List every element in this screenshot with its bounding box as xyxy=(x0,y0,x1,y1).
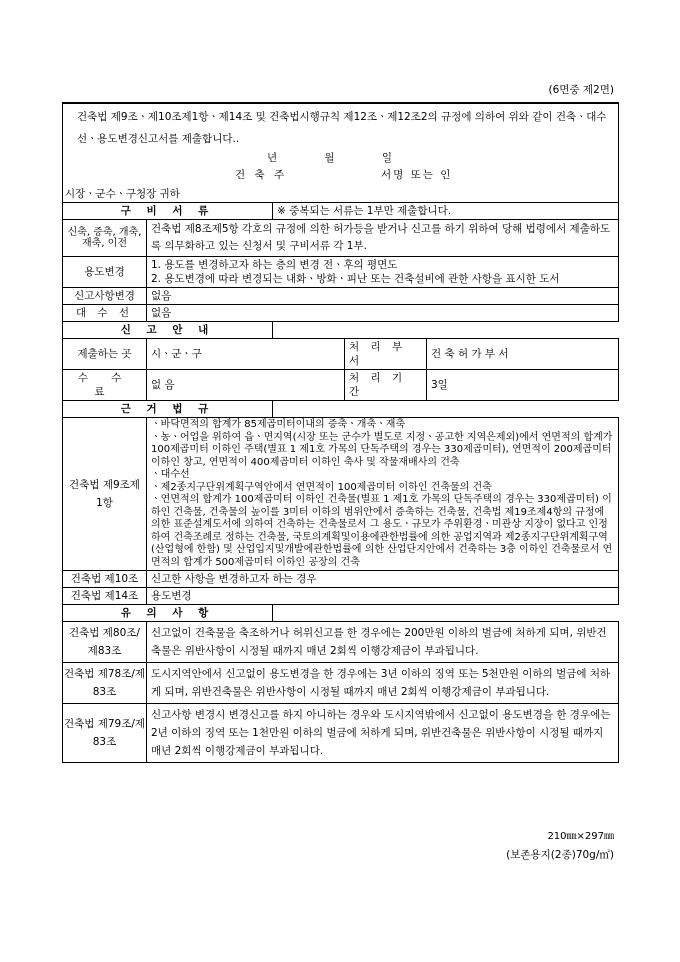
documents-note: ※ 중복되는 서류는 1부만 제출합니다. xyxy=(273,203,619,220)
use-change-item: 2. 용도변경에 따라 변경되는 내화ㆍ방화ㆍ피난 또는 건축설비에 관한 사항을 표시한 도서 xyxy=(151,273,560,285)
caution-content: 신고사항 변경시 변경신고를 하지 아니하는 경우와 도시지역밖에서 신고없이 용도변경을 한 경우에는 2년 이하의 징역 또는 1천만원 이하의 벌금에 처하게 되며, 위반건축물은 위반사항이 시정될 때까지 매년 2회씩 이행강제금이 부과됩니다. xyxy=(147,704,619,763)
fee-label: 수 수 료 xyxy=(63,370,147,401)
sign-label: 서명 또는 인 xyxy=(381,169,453,181)
doc-content-use-change xyxy=(147,257,619,288)
addressee: 시장ㆍ군수ㆍ구청장 귀하 xyxy=(63,186,619,203)
dept-value: 건 축 허 가 부 서 xyxy=(427,339,619,370)
use-change-item: 1. 용도를 변경하고자 하는 층의 변경 전ㆍ후의 평면도 xyxy=(151,259,398,271)
caution-content: 신고없이 건축물을 축조하거나 허위신고를 한 경우에는 200만원 이하의 벌금에 처하게 되며, 위반건축물은 위반사항이 시정될 때까지 매년 2회씩 이행강제금이 부과됩니다. xyxy=(147,622,619,663)
submit-label: 제출하는 곳 xyxy=(63,339,147,370)
article10-label: 건축법 제10조 xyxy=(63,571,147,588)
doc-label-new-build: 신축, 증축, 개축, 재축, 이전 xyxy=(63,220,147,257)
signature-line xyxy=(63,166,619,186)
caution-label: 건축법 제78조/제83조 xyxy=(63,663,147,704)
article9-item: ㆍ제2종지구단위계획구역안에서 연면적이 100제곱미터 이하인 건축물의 건축 xyxy=(151,481,492,493)
article10-value: 신고한 사항을 변경하고자 하는 경우 xyxy=(147,571,619,588)
caution-label: 건축법 제79조/제83조 xyxy=(63,704,147,763)
caution-content: 도시지역안에서 신고없이 용도변경을 한 경우에는 3년 이하의 징역 또는 5천만원 이하의 벌금에 처하게 되며, 위반건축물은 위반사항이 시정될 때까지 매년 2회씩 이행강제금이 부과됩니다. xyxy=(147,663,619,704)
doc-label-change-report: 신고사항변경 xyxy=(63,288,147,305)
page-indicator: (6면중 제2면) xyxy=(548,84,614,96)
period-label: 처 리 기 간 xyxy=(345,370,427,401)
article14-value: 용도변경 xyxy=(147,588,619,605)
doc-label-major-repair: 대 수 선 xyxy=(63,305,147,322)
doc-content-change-report: 없음 xyxy=(147,288,619,305)
doc-content-major-repair: 없음 xyxy=(147,305,619,322)
article9-label: 건축법 제9조제1항 xyxy=(63,418,147,571)
date-line: 년 월 일 xyxy=(63,150,619,166)
fee-value: 없 음 xyxy=(147,370,345,401)
doc-label-use-change: 용도변경 xyxy=(63,257,147,288)
article14-label: 건축법 제14조 xyxy=(63,588,147,605)
cautions-header: 유 의 사 항 xyxy=(63,605,273,622)
article9-item: ㆍ농ㆍ어업을 위하여 읍ㆍ면지역(시장 또는 군수가 별도로 지정ㆍ공고한 지역은제외)에서 연면적의 합계가 100제곱미터 이하인 주택(별표 1 제1호 가목의 단독주택의 경우는 330제곱미터), 연면적이 200제곱미터 이하인 창고, 연면적이 400제곱미터 이하인 축사 및 작물재배사의 건축 xyxy=(151,431,613,468)
paper-type: (보존용지(2종)70g/㎡) xyxy=(506,849,614,861)
owner-label: 건 축 주 xyxy=(235,169,288,181)
paper-size: 210㎜×297㎜ xyxy=(547,831,614,842)
declaration-text: 건축법 제9조ㆍ제10조제1항ㆍ제14조 및 건축법시행규칙 제12조ㆍ제12조2의 규정에 의하여 위와 같이 건축ㆍ대수선ㆍ용도변경신고서를 제출합니다.. xyxy=(63,103,619,150)
submit-value: 시ㆍ군ㆍ구 xyxy=(147,339,345,370)
article9-item: ㆍ대수선 xyxy=(151,469,190,480)
article9-item: ㆍ바닥면적의 합계가 85제곱미터이내의 증축ㆍ개축ㆍ재축 xyxy=(151,419,406,430)
dept-label: 처 리 부 서 xyxy=(345,339,427,370)
guide-header: 신 고 안 내 xyxy=(63,322,273,339)
caution-label: 건축법 제80조/제83조 xyxy=(63,622,147,663)
period-value: 3일 xyxy=(427,370,619,401)
article9-content xyxy=(147,418,619,571)
legal-header: 근 거 법 규 xyxy=(63,401,273,418)
documents-header: 구 비 서 류 xyxy=(63,203,273,220)
doc-content-new-build: 건축법 제8조제5항 각호의 규정에 의한 허가등을 받거나 신고를 하기 위하여 당해 법령에서 제출하도록 의무화하고 있는 신청서 및 구비서류 각 1부. xyxy=(147,220,619,257)
report-form xyxy=(62,102,619,763)
article9-item: ㆍ연면적의 합계가 100제곱미터 이하인 건축물(별표 1 제1호 가목의 단독주택의 경우는 330제곱미터) 이하인 건축물, 건축물의 높이를 3미터 이하의 범위안에서 증축하는 건축물, 건축법 제19조제4항의 규정에 의한 표준설계도서에 의하여 건축하는 건축물로서 그 용도ㆍ규모가 주위환경ㆍ미관상 지장이 없다고 인정하여 건축조례로 정하는 건축물, 국토의계획및이용에관한법률에 의한 공업지역과 제2종지구단위계획구역(산업형에 한함) 및 산업입지및개발에관한법률에 의한 산업단지안에서 건축하는 3층 이하인 건축물로서 연면적의 합계가 500제곱미터 이하인 공장의 건축 xyxy=(151,494,613,568)
